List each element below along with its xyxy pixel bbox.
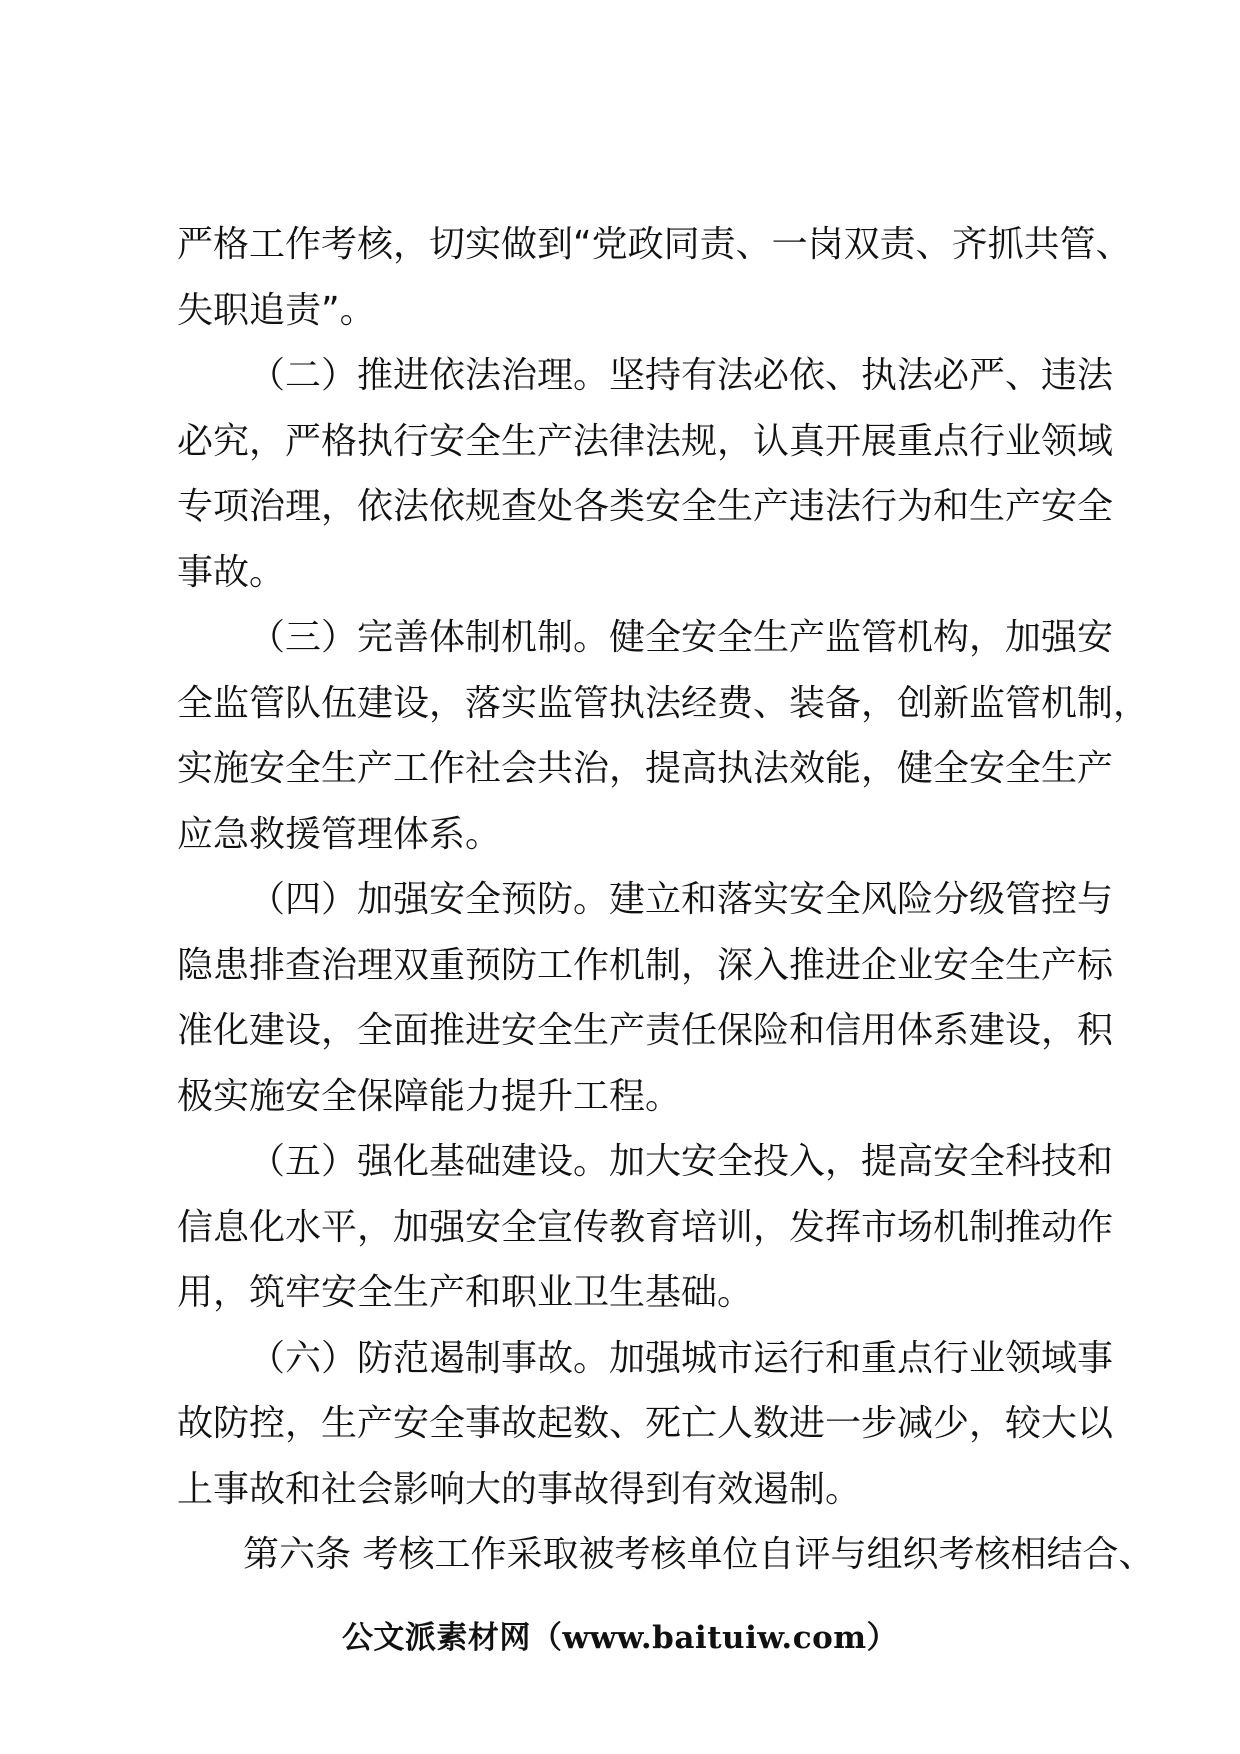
footer-watermark: 公文派素材网（www.baituiw.com）: [341, 1620, 899, 1656]
text-line: 应急救援管理体系。: [177, 813, 502, 855]
text-line: 失职追责”。: [177, 289, 376, 331]
text-line: （五）强化基础建设。加大安全投入，提高安全科技和: [249, 1141, 1114, 1182]
text-line: （二）推进依法治理。坚持有法必依、执法必严、违法: [249, 355, 1114, 396]
text-line: 准化建设，全面推进安全生产责任保险和信用体系建设，积: [177, 1010, 1114, 1051]
text-line: 故防控，生产安全事故起数、死亡人数进一步减少，较大以: [177, 1403, 1114, 1444]
text-line: 事故。: [177, 551, 286, 593]
text-line: 隐患排查治理双重预防工作机制，深入推进企业安全生产标: [177, 944, 1114, 986]
text-line: 上事故和社会影响大的事故得到有效遏制。: [177, 1468, 862, 1510]
text-line: 必究，严格执行安全生产法律法规，认真开展重点行业领域: [177, 420, 1114, 462]
text-line: 严格工作考核，切实做到“党政同责、一岗双责、齐抓共管、: [177, 224, 1132, 265]
article-heading-line: 第六条 考核工作采取被考核单位自评与组织考核相结合、: [243, 1534, 1155, 1575]
text-line: 专项治理，依法依规查处各类安全生产违法行为和生产安全: [177, 486, 1114, 527]
text-line: 用，筑牢安全生产和职业卫生基础。: [177, 1272, 754, 1313]
text-line: 极实施安全保障能力提升工程。: [177, 1075, 682, 1117]
text-line: 信息化水平，加强安全宣传教育培训，发挥市场机制推动作: [177, 1206, 1114, 1248]
text-line: （六）防范遏制事故。加强城市运行和重点行业领域事: [249, 1337, 1114, 1379]
text-line: （三）完善体制机制。健全安全生产监管机构，加强安: [249, 617, 1114, 658]
text-line: 实施安全生产工作社会共治，提高执法效能，健全安全生产: [177, 748, 1114, 789]
document-body: [177, 212, 1155, 1588]
text-line: （四）加强安全预防。建立和落实安全风险分级管控与: [249, 879, 1114, 920]
text-line: 全监管队伍建设，落实监管执法经费、装备，创新监管机制，: [177, 682, 1150, 724]
